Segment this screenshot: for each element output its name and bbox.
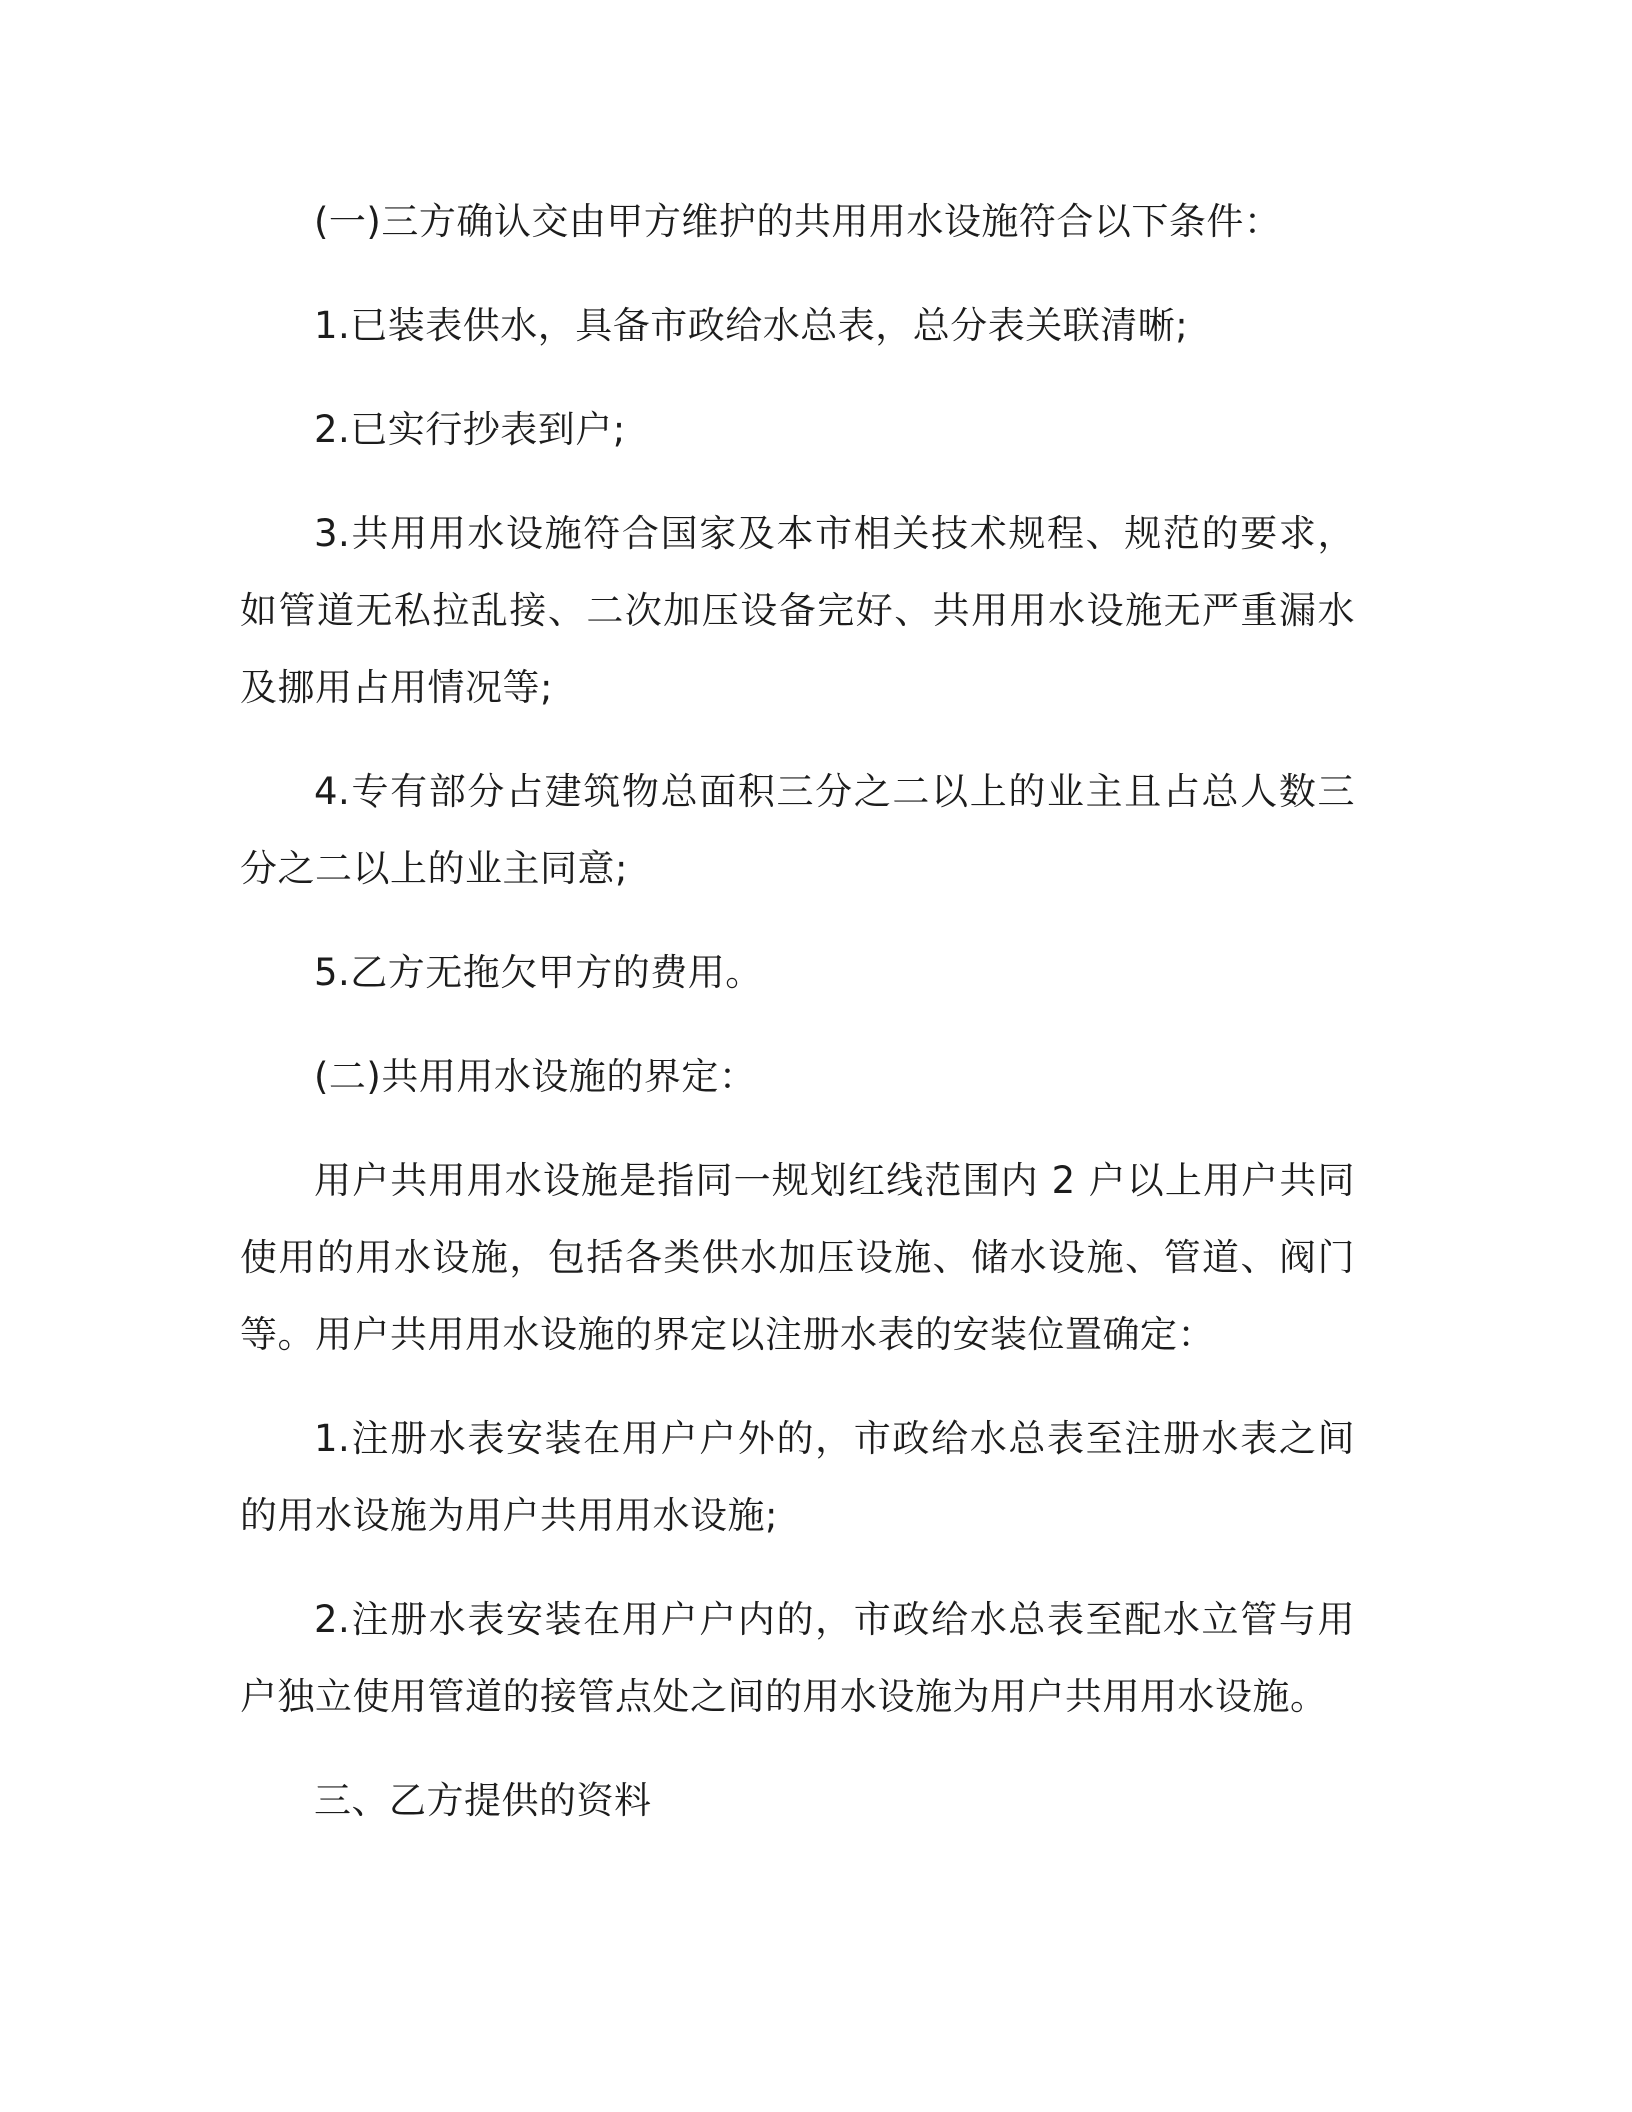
document-body <box>240 183 1355 1839</box>
condition-3: 3.共用用水设施符合国家及本市相关技术规程、规范的要求，如管道无私拉乱接、二次加压设备完好、共用用水设施无严重漏水及挪用占用情况等; <box>240 512 1355 709</box>
condition-2: 2.已实行抄表到户; <box>314 408 626 451</box>
section-3-heading: 三、乙方提供的资料 <box>314 1779 652 1822</box>
definition-item-1: 1.注册水表安装在用户户外的，市政给水总表至注册水表之间的用水设施为用户共用用水设施; <box>240 1417 1355 1537</box>
clause-1-heading: (一)三方确认交由甲方维护的共用用水设施符合以下条件： <box>314 200 1282 243</box>
clause-2-heading: (二)共用用水设施的界定： <box>314 1055 757 1098</box>
condition-1: 1.已装表供水，具备市政给水总表，总分表关联清晰; <box>314 304 1189 347</box>
definition-item-2: 2.注册水表安装在用户户内的，市政给水总表至配水立管与用户独立使用管道的接管点处之间的用水设施为用户共用用水设施。 <box>240 1598 1355 1718</box>
condition-4: 4.专有部分占建筑物总面积三分之二以上的业主且占总人数三分之二以上的业主同意; <box>240 770 1355 890</box>
definition-paragraph: 用户共用用水设施是指同一规划红线范围内 2 户以上用户共同使用的用水设施，包括各类供水加压设施、储水设施、管道、阀门等。用户共用用水设施的界定以注册水表的安装位置确定： <box>240 1159 1355 1356</box>
condition-5: 5.乙方无拖欠甲方的费用。 <box>314 951 763 994</box>
